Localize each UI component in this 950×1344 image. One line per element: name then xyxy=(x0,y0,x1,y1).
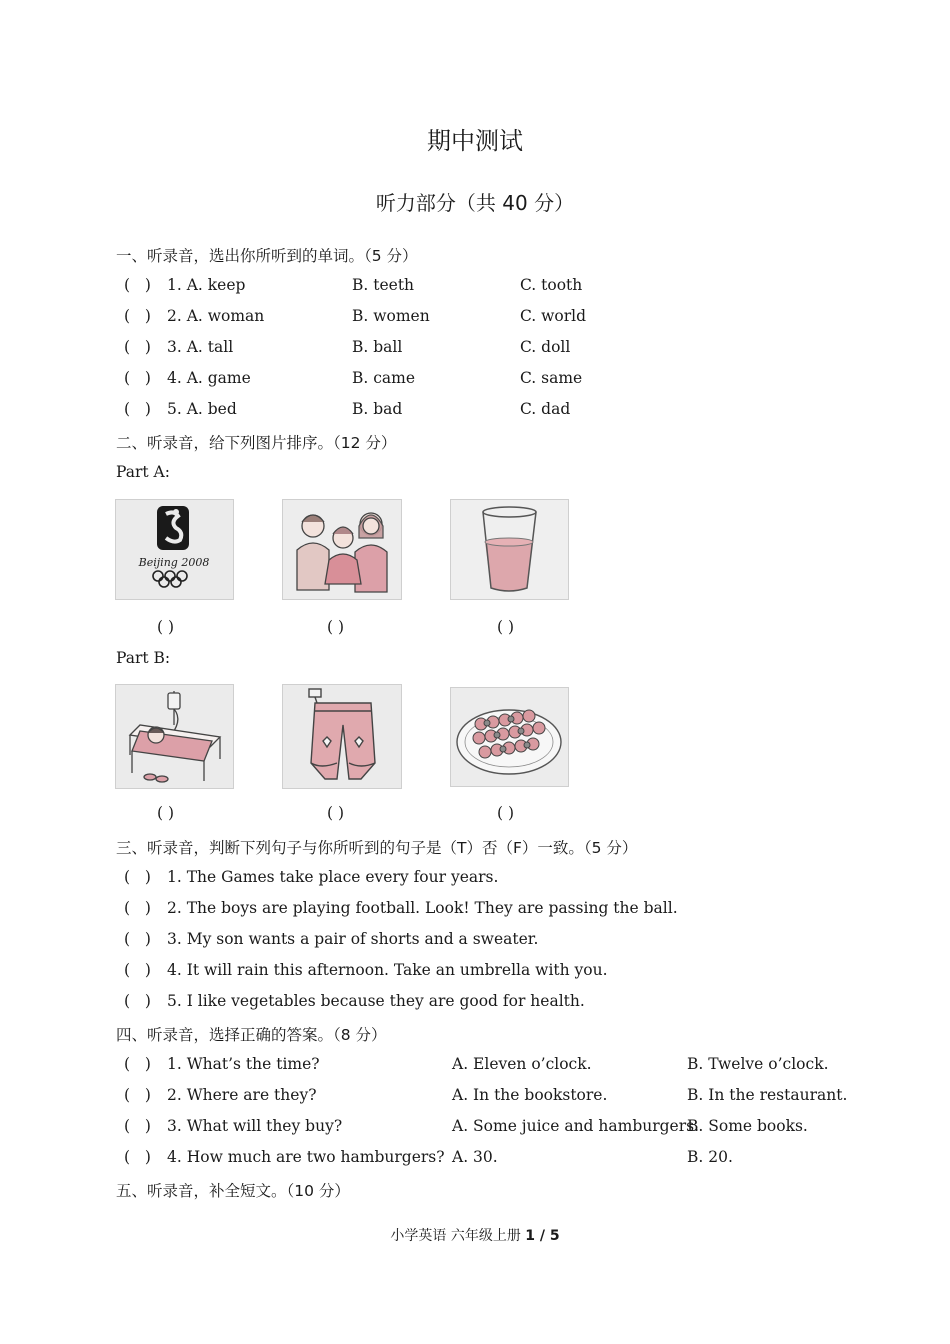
option-c: C. doll xyxy=(520,338,571,356)
family-icon xyxy=(282,499,402,600)
option-a: A. Some juice and hamburgers. xyxy=(452,1117,700,1135)
option-b: B. Some books. xyxy=(687,1117,808,1135)
option-c: C. dad xyxy=(520,400,571,418)
question-option-a: 1. A. keep xyxy=(167,276,246,294)
section-4-heading: 四、听录音，选择正确的答案。（8 分） xyxy=(116,1026,387,1044)
logo-lettering: Beijing 2008 xyxy=(138,556,210,569)
statement: 4. It will rain this afternoon. Take an umbrella with you. xyxy=(167,961,608,979)
statement: 2. The boys are playing football. Look! They are passing the ball. xyxy=(167,899,678,917)
option-b: B. women xyxy=(352,307,430,325)
option-c: C. world xyxy=(520,307,587,325)
answer-paren[interactable]: ( ) xyxy=(497,804,515,822)
answer-paren[interactable]: ( ) xyxy=(124,1086,151,1104)
question: 4. How much are two hamburgers? xyxy=(167,1148,445,1166)
footer-text: 小学英语 六年级上册 xyxy=(390,1228,526,1244)
answer-paren[interactable]: ( ) xyxy=(124,899,151,917)
page-number: 1 / 5 xyxy=(525,1228,560,1244)
answer-paren[interactable]: ( ) xyxy=(124,369,151,387)
question-option-a: 2. A. woman xyxy=(167,307,265,325)
question-option-a: 5. A. bed xyxy=(167,400,237,418)
option-b: B. Twelve o’clock. xyxy=(687,1055,829,1073)
option-b: B. came xyxy=(352,369,416,387)
section-2-heading: 二、听录音，给下列图片排序。（12 分） xyxy=(116,434,397,452)
answer-paren[interactable]: ( ) xyxy=(124,992,151,1010)
answer-paren[interactable]: ( ) xyxy=(124,276,151,294)
option-b: B. ball xyxy=(352,338,403,356)
answer-paren[interactable]: ( ) xyxy=(124,338,151,356)
section-3-heading: 三、听录音，判断下列句子与你所听到的句子是（T）否（F）一致。（5 分） xyxy=(116,839,638,857)
option-c: C. same xyxy=(520,369,583,387)
question: 3. What will they buy? xyxy=(167,1117,343,1135)
section-1-heading: 一、听录音，选出你所听到的单词。（5 分） xyxy=(116,247,418,265)
answer-paren[interactable]: ( ) xyxy=(157,618,175,636)
part-b-label: Part B: xyxy=(116,649,171,667)
answer-paren[interactable]: ( ) xyxy=(327,804,345,822)
option-b: B. teeth xyxy=(352,276,415,294)
statement: 1. The Games take place every four years. xyxy=(167,868,499,886)
answer-paren[interactable]: ( ) xyxy=(124,400,151,418)
statement: 5. I like vegetables because they are good for health. xyxy=(167,992,585,1010)
option-b: B. In the restaurant. xyxy=(687,1086,848,1104)
answer-paren[interactable]: ( ) xyxy=(124,930,151,948)
answer-paren[interactable]: ( ) xyxy=(124,961,151,979)
beijing-olympics-logo-icon xyxy=(115,499,234,600)
page-subtitle: 听力部分（共 40 分） xyxy=(375,191,575,215)
part-a-label: Part A: xyxy=(116,463,170,481)
glass-of-juice-icon xyxy=(450,499,569,600)
option-a: A. Eleven o’clock. xyxy=(452,1055,592,1073)
option-c: C. tooth xyxy=(520,276,583,294)
page-title: 期中测试 xyxy=(427,127,523,155)
pants-icon xyxy=(282,684,402,789)
sick-in-bed-icon xyxy=(115,684,234,789)
question-option-a: 4. A. game xyxy=(167,369,251,387)
question: 2. Where are they? xyxy=(167,1086,317,1104)
answer-paren[interactable]: ( ) xyxy=(124,1148,151,1166)
kebabs-plate-icon xyxy=(450,687,569,787)
option-b: B. 20. xyxy=(687,1148,733,1166)
answer-paren[interactable]: ( ) xyxy=(124,1117,151,1135)
answer-paren[interactable]: ( ) xyxy=(124,1055,151,1073)
answer-paren[interactable]: ( ) xyxy=(497,618,515,636)
option-a: A. In the bookstore. xyxy=(452,1086,608,1104)
section-5-heading: 五、听录音，补全短文。（10 分） xyxy=(116,1182,350,1200)
question: 1. What’s the time? xyxy=(167,1055,320,1073)
option-b: B. bad xyxy=(352,400,403,418)
page-footer xyxy=(0,1225,950,1245)
statement: 3. My son wants a pair of shorts and a sweater. xyxy=(167,930,539,948)
answer-paren[interactable]: ( ) xyxy=(157,804,175,822)
option-a: A. 30. xyxy=(452,1148,498,1166)
answer-paren[interactable]: ( ) xyxy=(124,307,151,325)
answer-paren[interactable]: ( ) xyxy=(124,868,151,886)
answer-paren[interactable]: ( ) xyxy=(327,618,345,636)
question-option-a: 3. A. tall xyxy=(167,338,234,356)
